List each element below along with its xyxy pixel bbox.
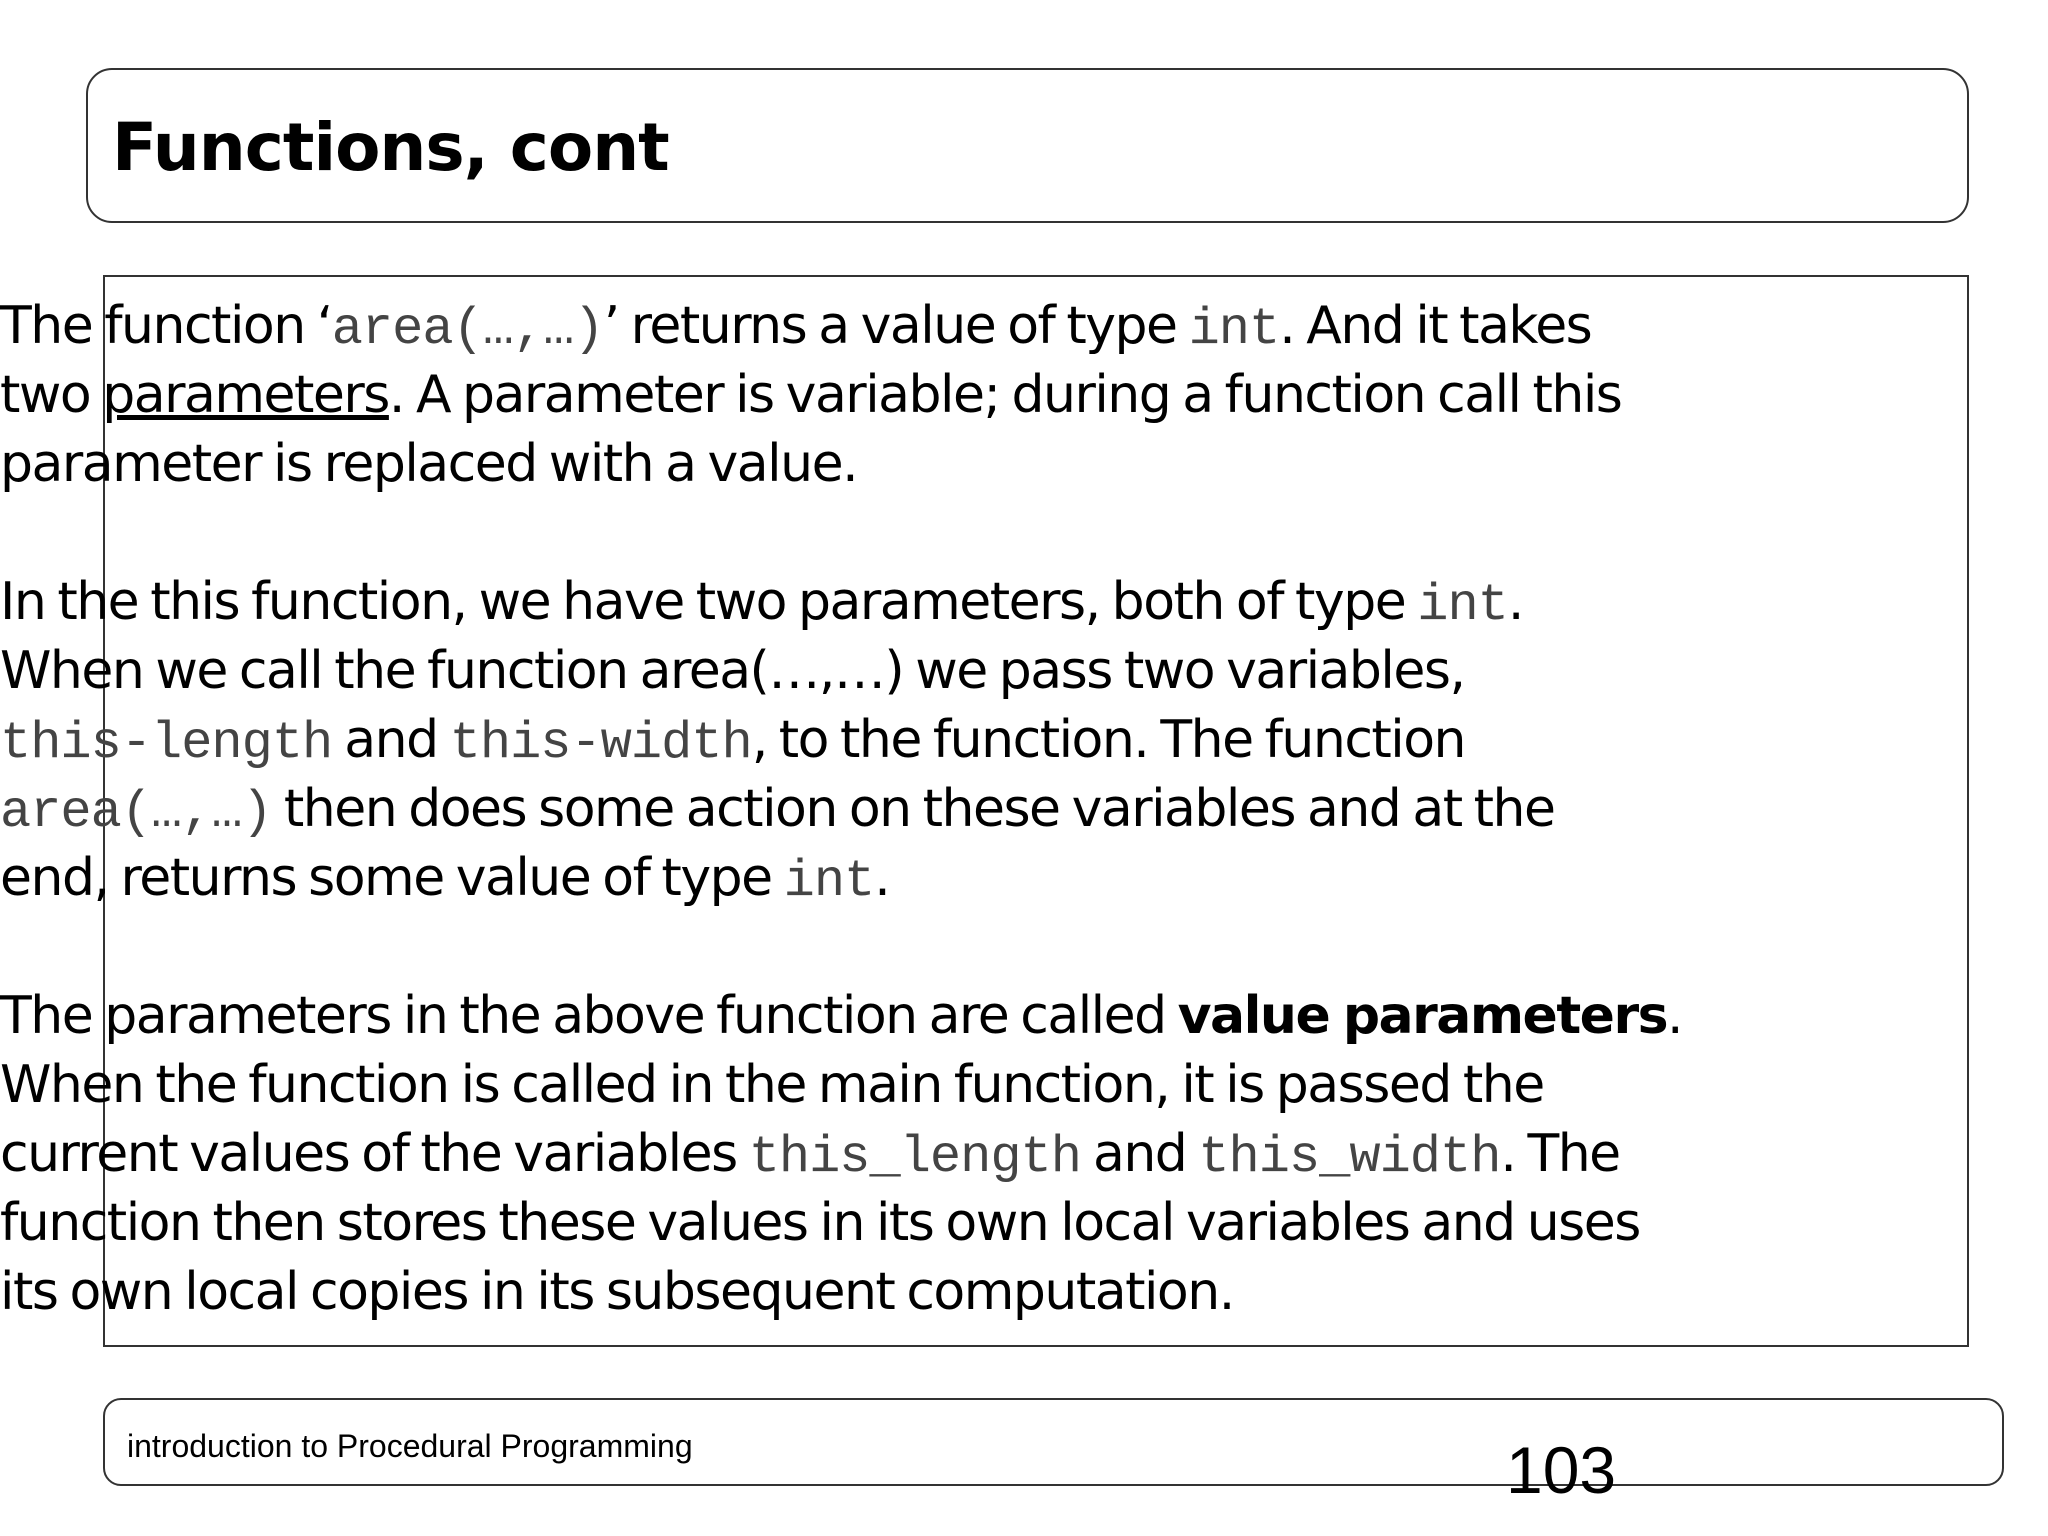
code-span: this-width	[449, 714, 752, 773]
text-line: When the function is called in the main function, it is passed the	[0, 1055, 1544, 1115]
paragraph-gap	[0, 913, 2040, 982]
code-span: int	[783, 852, 875, 911]
text-run: then does some action on these variables and at the	[271, 779, 1555, 839]
text-line: When we call the function area(…,…) we pass two variables,	[0, 641, 1465, 701]
text-line: its own local copies in its subsequent computation.	[0, 1262, 1234, 1322]
paragraph-gap	[0, 499, 2040, 568]
text-line	[0, 844, 2040, 913]
text-run: , to the function. The function	[751, 710, 1466, 770]
text-run: ’ returns a value of type	[603, 296, 1189, 356]
text-run: two	[0, 365, 103, 425]
text-run: .	[874, 848, 890, 908]
text-run: The function ‘	[0, 296, 332, 356]
text-run: and	[332, 710, 450, 770]
text-line	[0, 568, 2040, 637]
text-line: parameter is replaced with a value.	[0, 434, 858, 494]
slide-body	[0, 292, 2040, 1327]
text-line	[0, 1120, 2040, 1189]
text-run: . And it takes	[1279, 296, 1592, 356]
footer-course-title: introduction to Procedural Programming	[127, 1428, 693, 1464]
page-number: 103	[1506, 1433, 1617, 1507]
text-run: .	[1667, 986, 1683, 1046]
underlined-term: parameters	[102, 365, 389, 425]
text-run: . A parameter is variable; during a function call this	[388, 365, 1622, 425]
text-line	[0, 775, 2040, 844]
text-run: current values of the variables	[0, 1124, 749, 1184]
text-line	[0, 982, 2040, 1051]
text-run: and	[1080, 1124, 1199, 1184]
text-run: .	[1507, 572, 1523, 632]
text-line	[0, 292, 2040, 361]
code-span: area(…,…)	[331, 300, 604, 359]
text-run: The parameters in the above function are called	[0, 986, 1178, 1046]
text-line: function then stores these values in its own local variables and uses	[0, 1193, 1640, 1253]
text-line	[0, 706, 2040, 775]
text-line	[0, 361, 2040, 430]
paragraph-2	[0, 568, 2040, 913]
code-span: area(…,…)	[0, 783, 272, 842]
code-span: int	[1417, 576, 1508, 635]
code-span: int	[1188, 300, 1280, 359]
code-span: this_width	[1198, 1128, 1501, 1187]
paragraph-3	[0, 982, 2040, 1327]
code-span: this-length	[0, 714, 333, 773]
bold-term: value parameters	[1177, 986, 1668, 1046]
text-run: In the this function, we have two parameters, both of type	[0, 572, 1418, 632]
code-span: this_length	[748, 1128, 1081, 1187]
paragraph-1	[0, 292, 2040, 499]
text-run: . The	[1500, 1124, 1620, 1184]
slide-title: Functions, cont	[112, 109, 669, 186]
text-run: end, returns some value of type	[0, 848, 784, 908]
